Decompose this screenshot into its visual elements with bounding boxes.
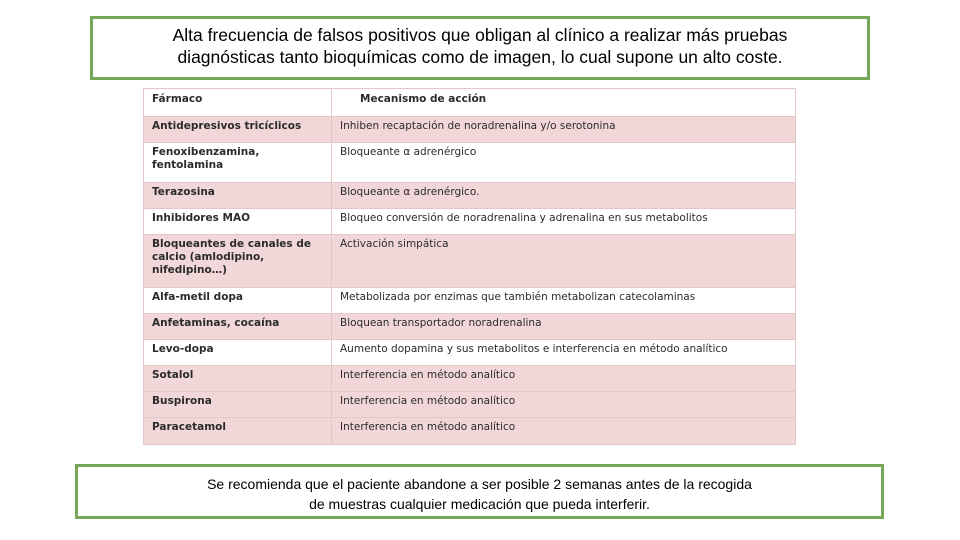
mechanism-cell: Aumento dopamina y sus metabolitos e interferencia en método analítico	[332, 340, 796, 366]
table-row	[144, 143, 796, 183]
table-row	[144, 340, 796, 366]
top-note-line-2: diagnósticas tanto bioquímicas como de imagen, lo cual supone un alto coste.	[177, 47, 783, 67]
table-row	[144, 209, 796, 235]
drug-cell: Inhibidores MAO	[144, 209, 332, 235]
mechanism-cell: Metabolizada por enzimas que también metabolizan catecolaminas	[332, 288, 796, 314]
mechanism-cell: Interferencia en método analítico	[332, 418, 796, 445]
table-header-row	[144, 89, 796, 117]
mechanism-cell: Inhiben recaptación de noradrenalina y/o serotonina	[332, 117, 796, 143]
drug-cell: Terazosina	[144, 183, 332, 209]
bottom-note-line-1: Se recomienda que el paciente abandone a ser posible 2 semanas antes de la recogida	[207, 476, 752, 492]
table-row	[144, 235, 796, 288]
drug-cell: Antidepresivos tricíclicos	[144, 117, 332, 143]
mechanism-cell: Bloqueo conversión de noradrenalina y adrenalina en sus metabolitos	[332, 209, 796, 235]
top-note-line-1: Alta frecuencia de falsos positivos que obligan al clínico a realizar más pruebas	[172, 25, 788, 45]
table-row	[144, 288, 796, 314]
table-row	[144, 183, 796, 209]
header-drug: Fármaco	[144, 89, 332, 117]
mechanism-cell: Bloquean transportador noradrenalina	[332, 314, 796, 340]
drug-cell: Alfa-metil dopa	[144, 288, 332, 314]
drug-cell: Sotalol	[144, 366, 332, 392]
table-row	[144, 392, 796, 418]
mechanism-cell: Activación simpática	[332, 235, 796, 288]
drug-interference-table	[143, 88, 796, 445]
mechanism-cell: Interferencia en método analítico	[332, 366, 796, 392]
drug-cell: Levo-dopa	[144, 340, 332, 366]
drug-cell: Anfetaminas, cocaína	[144, 314, 332, 340]
header-mechanism: Mecanismo de acción	[332, 89, 796, 117]
drug-cell: Paracetamol	[144, 418, 332, 445]
table-row	[144, 314, 796, 340]
mechanism-cell: Bloqueante α adrenérgico	[332, 143, 796, 183]
mechanism-cell: Bloqueante α adrenérgico.	[332, 183, 796, 209]
bottom-note-line-2: de muestras cualquier medicación que pueda interferir.	[309, 496, 650, 512]
top-note-box	[90, 16, 870, 80]
table-row	[144, 366, 796, 392]
mechanism-cell: Interferencia en método analítico	[332, 392, 796, 418]
bottom-note-box	[75, 464, 884, 519]
table-row	[144, 117, 796, 143]
drug-cell: Buspirona	[144, 392, 332, 418]
drug-cell: Fenoxibenzamina, fentolamina	[144, 143, 332, 183]
drug-cell: Bloqueantes de canales de calcio (amlodipino, nifedipino…)	[144, 235, 332, 288]
table-row	[144, 418, 796, 445]
